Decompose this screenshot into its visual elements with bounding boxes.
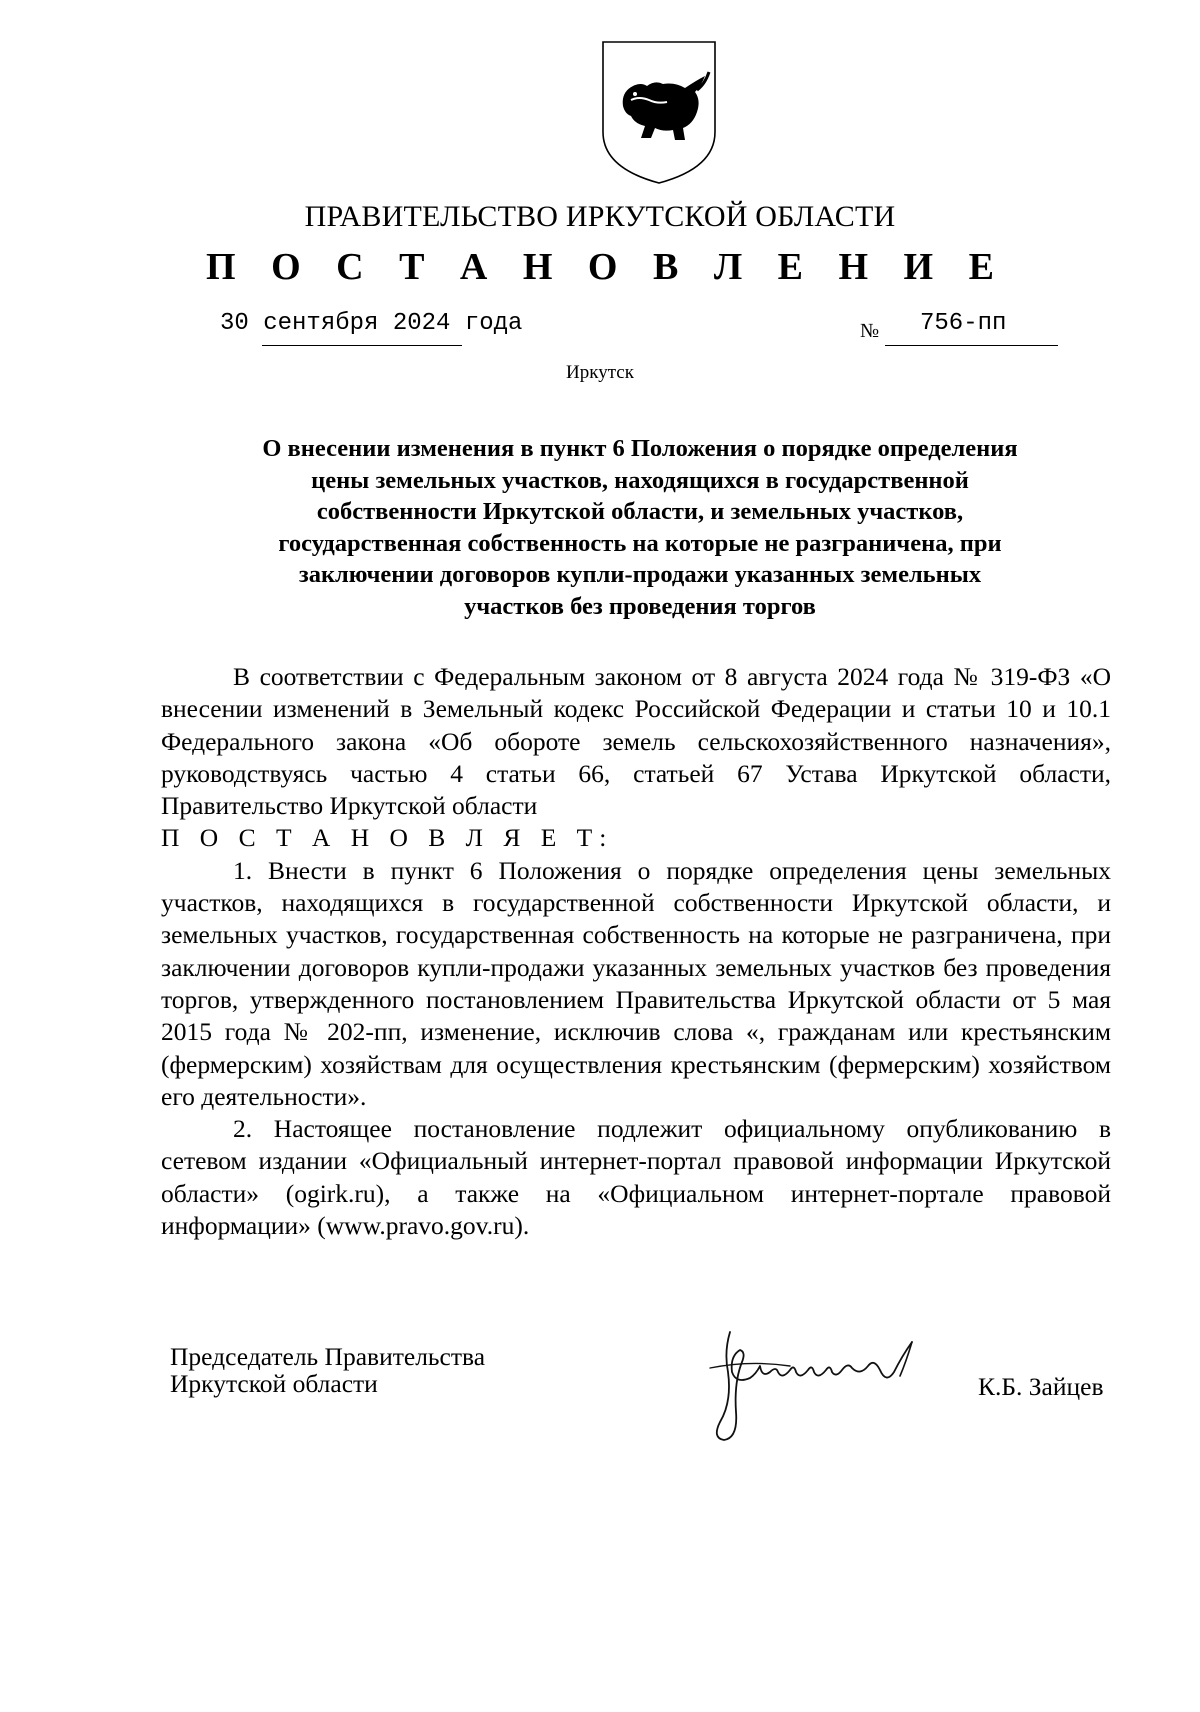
heading-line: заключении договоров купли-продажи указанных земельных [298, 561, 982, 589]
irkutsk-coat-of-arms-icon [601, 40, 717, 185]
number-sign: № [860, 320, 880, 342]
item-1-paragraph: 1. Внести в пункт 6 Положения о порядке определения цены земельных участков, находящихся в государственной собственности Иркутской области, и земельных участков, государственная собственность на которые не разграничена, при заключении договоров купли-продажи указанных земельных участков без проведения торгов, утвержденного постановлением Правительства Иркутской области от 5 мая 2015 года № 202-пп, изменение, исключив слова «, гражданам или крестьянским (фермерским) хозяйствам для осуществления крестьянским (фермерским) хозяйством его деятельности». [161, 855, 1111, 1111]
document-date: 30 сентября 2024 года [220, 310, 523, 337]
resolves-word: П О С Т А Н О В Л Я Е Т: [161, 823, 614, 853]
preamble-paragraph: В соответствии с Федеральным законом от 8 августа 2024 года № 319-ФЗ «О внесении изменений в Земельный кодекс Российской Федерации и статьи 10 и 10.1 Федерального закона «Об обороте земель сельскохозяйственного назначения», руководствуясь частью 4 статьи 66, статьей 67 Устава Иркутской области, Правительство Иркутской области [161, 662, 1111, 821]
signer-name: К.Б. Зайцев [978, 1372, 1104, 1401]
city: Иркутск [566, 362, 634, 383]
date-underline [262, 345, 462, 346]
heading-line: участков без проведения торгов [464, 592, 816, 620]
signer-position [170, 1343, 485, 1397]
signer-position-line: Иркутской области [170, 1369, 378, 1398]
document-number: 756-пп [920, 310, 1007, 337]
heading-line: О внесении изменения в пункт 6 Положения о порядке определения [262, 435, 1018, 462]
number-underline [885, 345, 1058, 346]
heading-line: собственности Иркутской области, и земельных участков, [316, 498, 964, 526]
signer-position-line: Председатель Правительства [170, 1342, 486, 1371]
document-body [161, 661, 1111, 1242]
item-2-paragraph: 2. Настоящее постановление подлежит официальному опубликованию в сетевом издании «Официальный интернет-портал правовой информации Иркутской области» (ogirk.ru), а также на «Официальном интернет-портале правовой информации» (www.pravo.gov.ru). [161, 1114, 1111, 1241]
document-type: П О С Т А Н О В Л Е Н И Е [206, 246, 1007, 288]
government-name: ПРАВИТЕЛЬСТВО ИРКУТСКОЙ ОБЛАСТИ [304, 200, 896, 233]
handwritten-signature [690, 1312, 970, 1447]
document-heading [180, 433, 1100, 623]
heading-line: цены земельных участков, находящихся в государственной [311, 466, 969, 494]
heading-line: государственная собственность на которые не разграничена, при [278, 529, 1002, 557]
